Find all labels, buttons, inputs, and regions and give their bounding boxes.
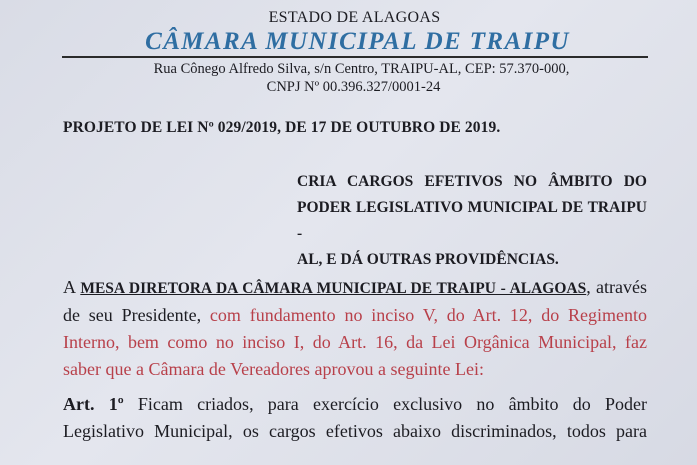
article-line (63, 391, 647, 418)
preamble-text: de seu Presidente, (63, 305, 210, 325)
preamble-text: A (63, 277, 81, 297)
ementa-line: PODER LEGISLATIVO MUNICIPAL DE TRAIPU - (297, 199, 647, 242)
ementa-line: CRIA CARGOS EFETIVOS NO ÂMBITO DO (297, 173, 647, 190)
project-title: PROJETO DE LEI Nº 029/2019, DE 17 DE OUTUBRO DE 2019. (63, 119, 501, 136)
letterhead (0, 8, 697, 56)
preamble-line: Interno, bem como no inciso I, do Art. 16, da Lei Orgânica Municipal, faz (63, 332, 647, 352)
ementa-block (297, 169, 647, 273)
ementa-line: AL, E DÁ OUTRAS PROVIDÊNCIAS. (297, 251, 559, 268)
state-name: ESTADO DE ALAGOAS (268, 9, 441, 26)
law-body (63, 274, 647, 445)
chamber-name: CÂMARA MUNICIPAL DE TRAIPU (145, 28, 570, 55)
cnpj-line: CNPJ Nº 00.396.327/0001-24 (266, 79, 441, 95)
article-label: Art. 1º (63, 394, 124, 414)
article-line: Legislativo Municipal, os cargos efetivos abaixo discriminados, todos para (63, 421, 647, 441)
address-block (0, 60, 697, 96)
preamble-line: saber que a Câmara de Vereadores aprovou a seguinte Lei: (63, 359, 484, 379)
preamble-line (63, 274, 647, 302)
address-line: Rua Cônego Alfredo Silva, s/n Centro, TRAIPU-AL, CEP: 57.370-000, (153, 61, 570, 77)
article-text: Ficam criados, para exercício exclusivo no âmbito do Poder (123, 394, 647, 414)
mesa-diretora-name: MESA DIRETORA DA CÂMARA MUNICIPAL DE TRAIPU - ALAGOAS (80, 280, 587, 297)
legal-basis-text: com fundamento no inciso V, do Art. 12, do Regimento (209, 305, 647, 325)
paragraph-gap (63, 383, 647, 391)
preamble-text: , através (586, 277, 647, 297)
header-divider (62, 56, 648, 58)
preamble-line (63, 302, 647, 329)
